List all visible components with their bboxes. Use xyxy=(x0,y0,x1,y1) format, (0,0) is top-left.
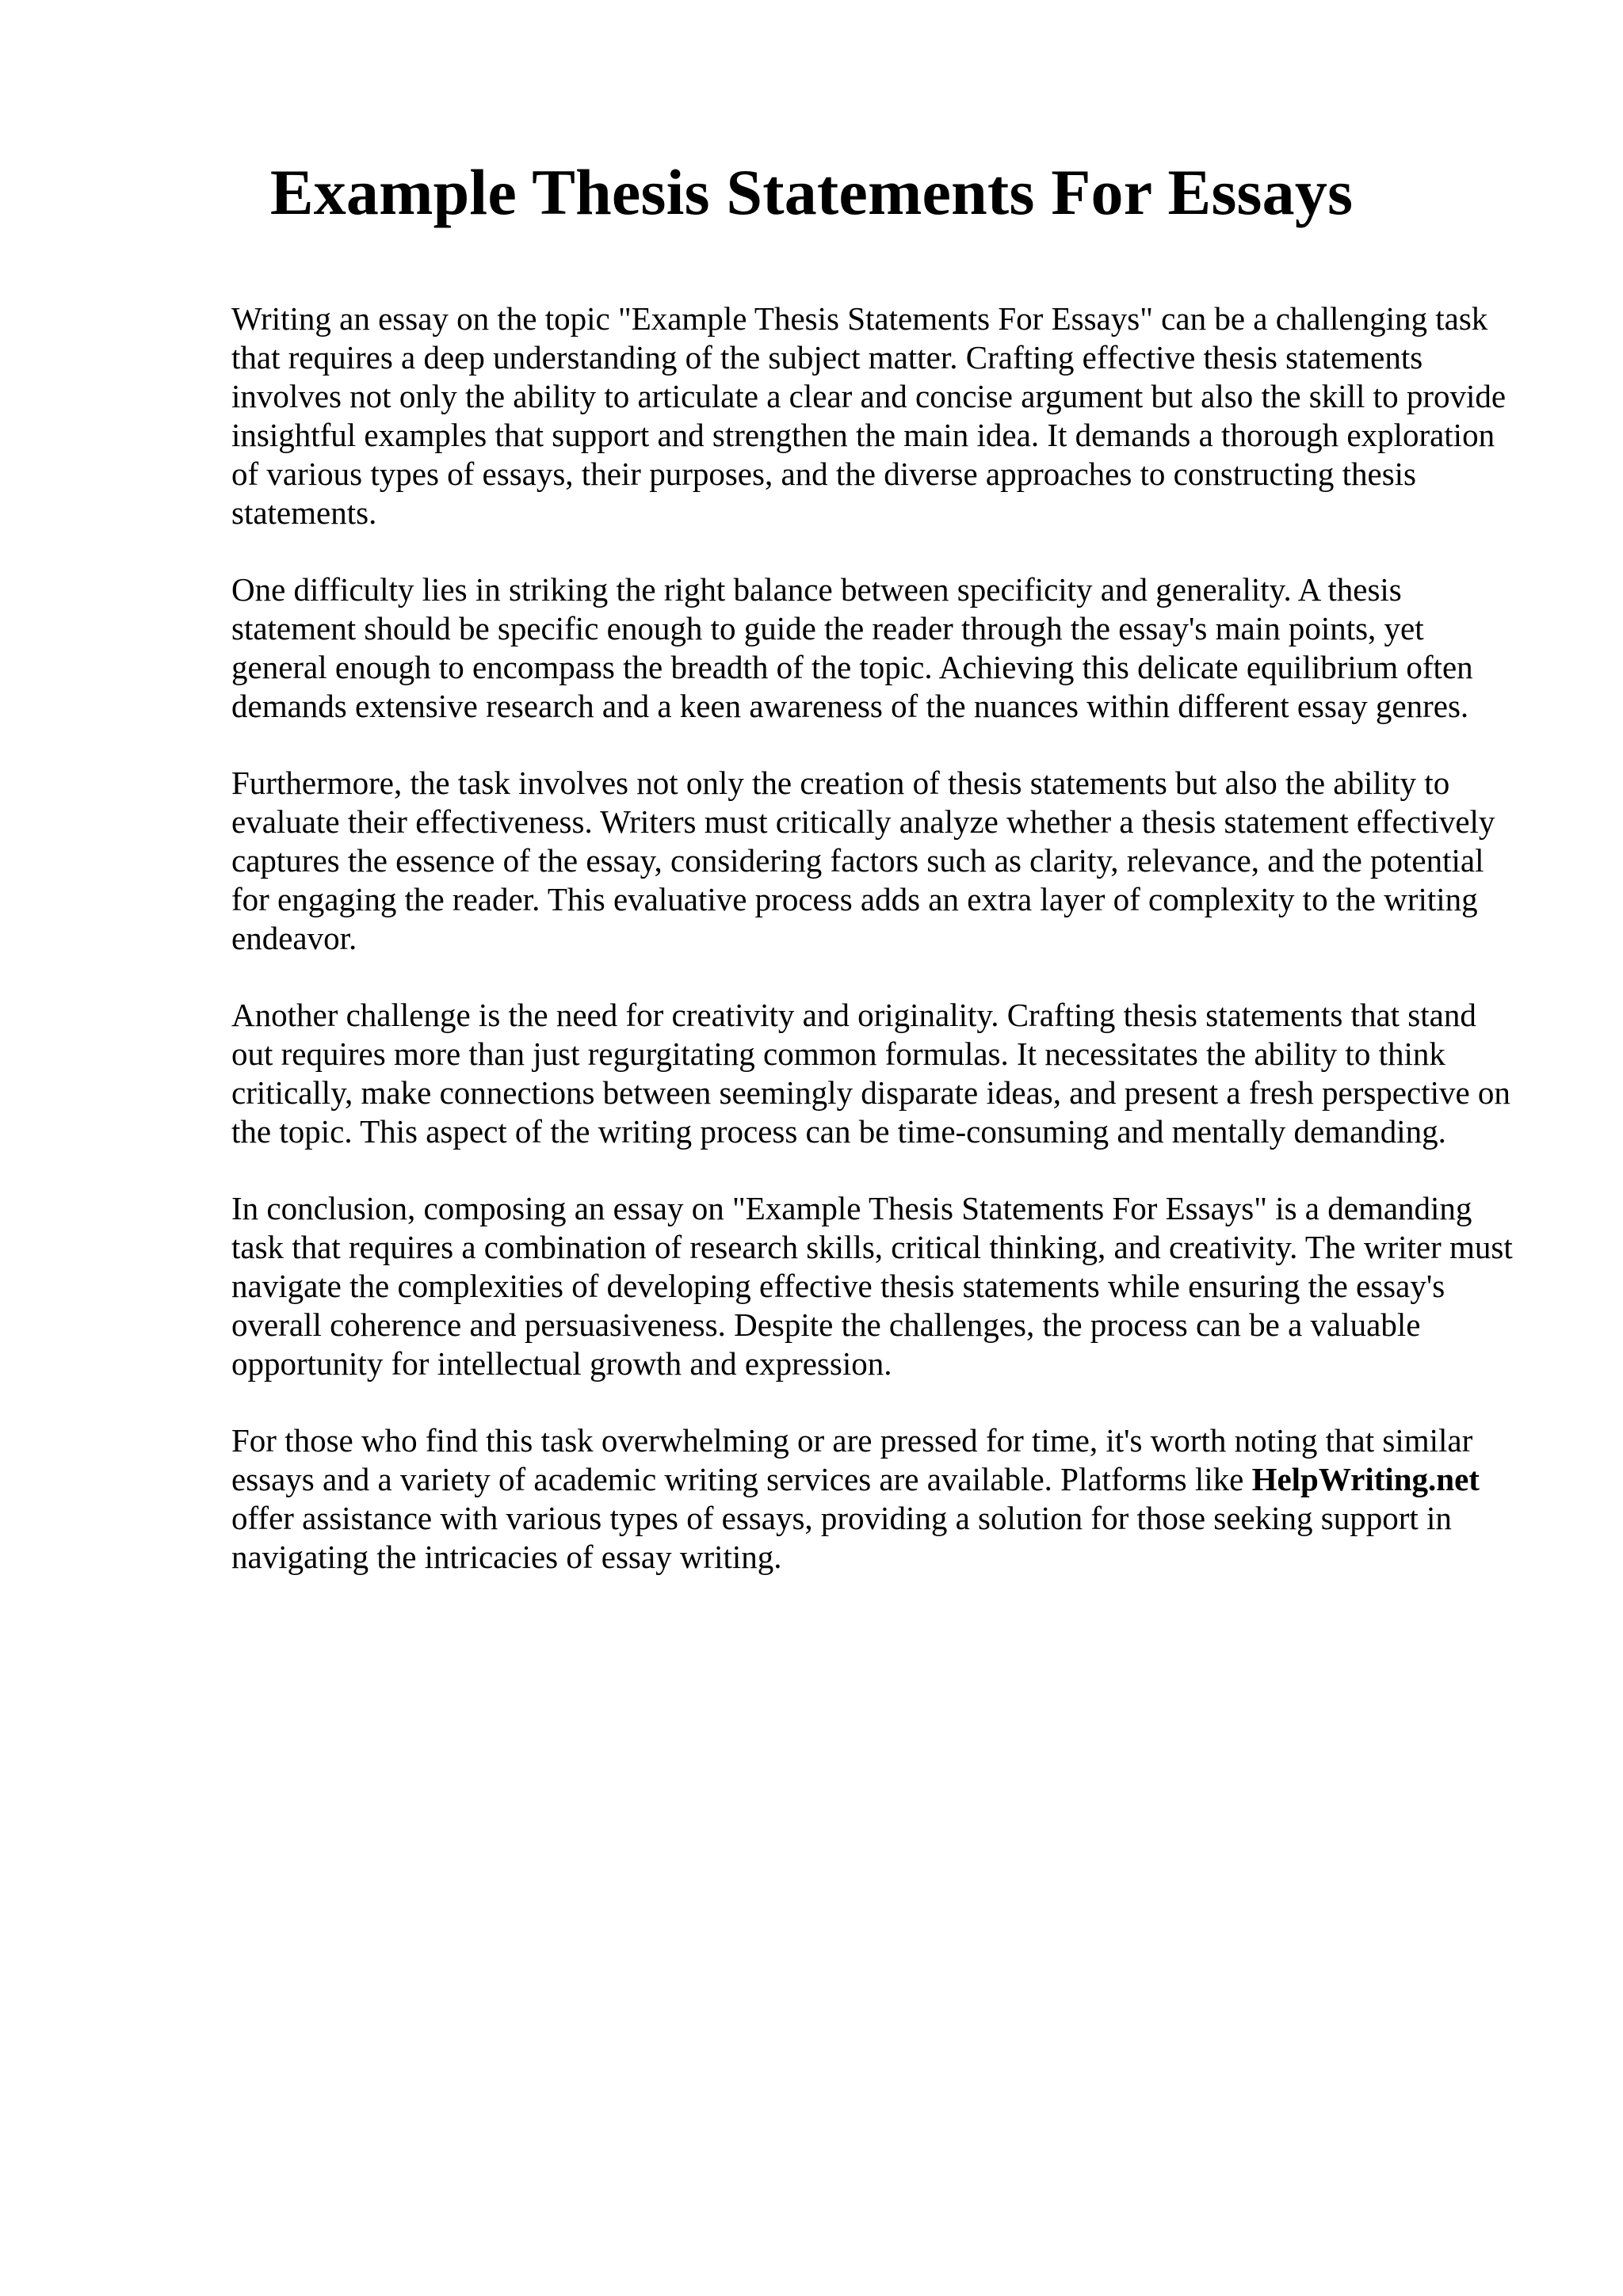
document-body xyxy=(231,299,1515,1615)
paragraph-evaluation: Furthermore, the task involves not only the creation of thesis statements but also the ability to evaluate their effectiveness. Writers must critically analyze whether a thesis statement effectively captures the essence of the essay, considering factors such as clarity, relevance, and the potential for engaging the reader. This evaluative process adds an extra layer of complexity to the writing endeavor. xyxy=(231,765,1495,956)
paragraph-creativity: Another challenge is the need for creativity and originality. Crafting thesis statements that stand out requires more than just regurgitating common formulas. It necessitates the ability to think critically, make connections between seemingly disparate ideas, and present a fresh perspective on the topic. This aspect of the writing process can be time-consuming and mentally demanding. xyxy=(231,997,1510,1150)
paragraph-conclusion: In conclusion, composing an essay on "Example Thesis Statements For Essays" is a demanding task that requires a combination of research skills, critical thinking, and creativity. The writer must navigate the complexities of developing effective thesis statements while ensuring the essay's overall coherence and persuasiveness. Despite the challenges, the process can be a valuable opportunity for intellectual growth and expression. xyxy=(231,1190,1513,1382)
paragraph-intro: Writing an essay on the topic "Example Thesis Statements For Essays" can be a challenging task that requires a deep understanding of the subject matter. Crafting effective thesis statements involves not only the ability to articulate a clear and concise argument but also the skill to provide insightful examples that support and strengthen the main idea. It demands a thorough exploration of various types of essays, their purposes, and the diverse approaches to constructing thesis statements. xyxy=(231,300,1507,531)
paragraph-services xyxy=(231,1421,1515,1577)
paragraph-specificity: One difficulty lies in striking the right balance between specificity and generality. A thesis statement should be specific enough to guide the reader through the essay's main points, yet general enough to encompass the breadth of the topic. Achieving this delicate equilibrium often demands extensive research and a keen awareness of the nuances within different essay genres. xyxy=(231,571,1473,724)
services-text-after-link: offer assistance with various types of essays, providing a solution for those seeking support in navigating the intricacies of essay writing. xyxy=(231,1500,1452,1575)
services-text-before-link: For those who find this task overwhelming or are pressed for time, it's worth noting that similar essays and a variety of academic writing services are available. Platforms like xyxy=(231,1422,1473,1497)
helpwriting-link[interactable]: HelpWriting.net xyxy=(1251,1461,1480,1497)
document-title: Example Thesis Statements For Essays xyxy=(269,156,1354,228)
